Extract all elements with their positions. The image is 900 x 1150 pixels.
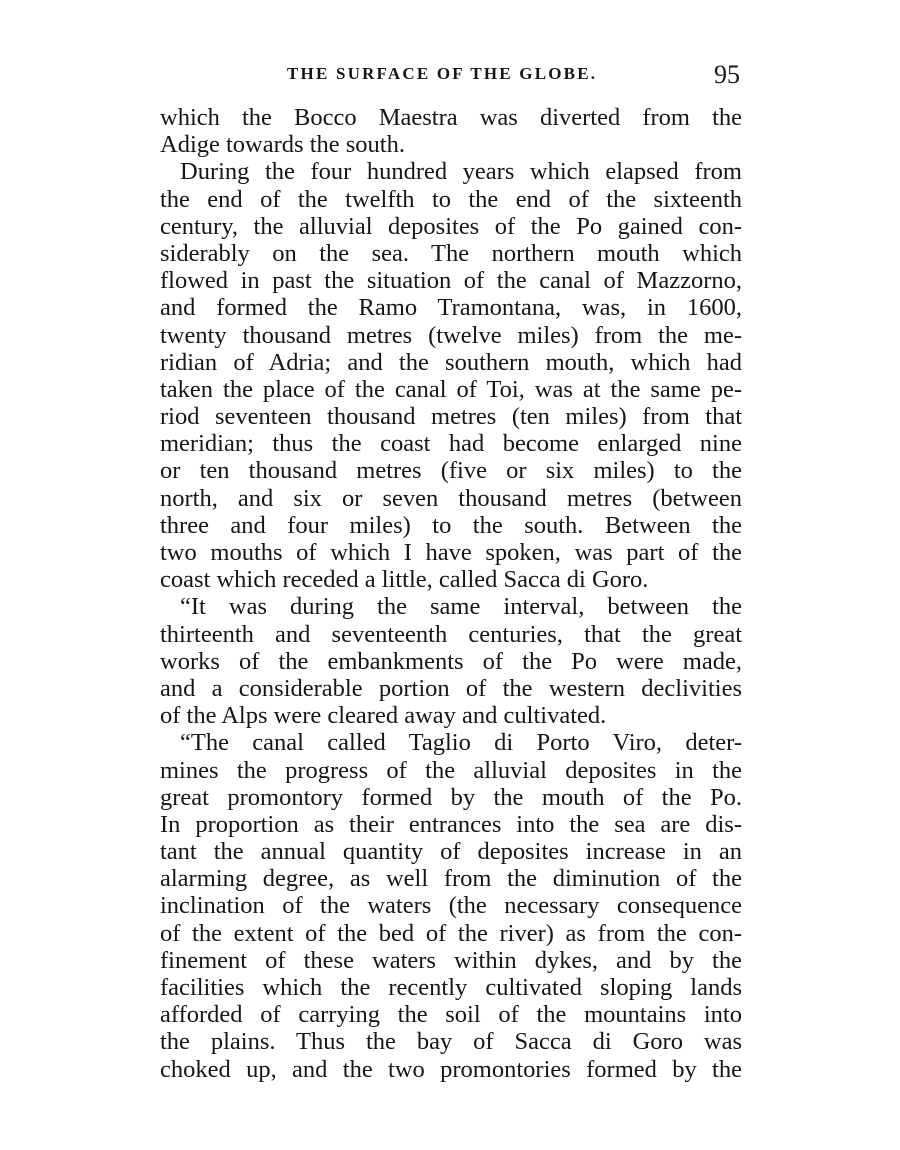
text-line: “It was during the same interval, between the bbox=[180, 593, 742, 621]
text-line: afforded of carrying the soil of the mountains into bbox=[160, 1001, 742, 1029]
text-line: tant the annual quantity of deposites increase in an bbox=[160, 838, 742, 866]
text-line: and formed the Ramo Tramontana, was, in 1600, bbox=[160, 294, 742, 322]
text-line: inclination of the waters (the necessary consequence bbox=[160, 892, 742, 920]
text-line: of the extent of the bed of the river) as from the con- bbox=[160, 919, 742, 947]
text-line: two mouths of which I have spoken, was part of the bbox=[160, 539, 742, 566]
text-line: riod seventeen thousand metres (ten miles) from that bbox=[160, 403, 742, 431]
text-line: north, and six or seven thousand metres (between bbox=[160, 484, 742, 512]
text-line: mines the progress of the alluvial deposites in the bbox=[160, 756, 742, 784]
text-line: choked up, and the two promontories formed by the bbox=[160, 1055, 742, 1083]
text-line: twenty thousand metres (twelve miles) from the me- bbox=[160, 321, 742, 349]
text-line: three and four miles) to the south. Between the bbox=[160, 511, 742, 539]
text-line: Adige towards the south. bbox=[160, 131, 405, 159]
text-line: and a considerable portion of the western declivities bbox=[160, 674, 742, 702]
text-line: the end of the twelfth to the end of the sixteenth bbox=[160, 185, 742, 213]
text-line: siderably on the sea. The northern mouth which bbox=[160, 239, 742, 267]
text-line: “The canal called Taglio di Porto Viro, deter- bbox=[180, 729, 742, 757]
body-text bbox=[160, 104, 742, 1083]
text-line: thirteenth and seventeenth centuries, that the great bbox=[160, 620, 742, 648]
text-line: or ten thousand metres (five or six miles) to the bbox=[160, 457, 742, 485]
text-line: During the four hundred years which elapsed from bbox=[180, 158, 742, 186]
text-line: flowed in past the situation of the canal of Mazzorno, bbox=[160, 267, 742, 295]
running-head bbox=[160, 60, 742, 90]
running-head-title: THE SURFACE OF THE GLOBE. bbox=[287, 64, 598, 83]
text-line: which the Bocco Maestra was diverted from the bbox=[160, 104, 742, 131]
text-line: great promontory formed by the mouth of the Po. bbox=[160, 783, 742, 811]
text-line: the plains. Thus the bay of Sacca di Goro was bbox=[160, 1028, 742, 1056]
text-line: facilities which the recently cultivated sloping lands bbox=[160, 974, 742, 1001]
text-line: taken the place of the canal of Toi, was at the same pe- bbox=[160, 375, 742, 403]
text-line: finement of these waters within dykes, and by the bbox=[160, 946, 742, 974]
text-line: coast which receded a little, called Sacca di Goro. bbox=[160, 566, 649, 594]
text-line: works of the embankments of the Po were made, bbox=[160, 647, 742, 675]
text-line: alarming degree, as well from the diminution of the bbox=[160, 865, 742, 893]
text-line: meridian; thus the coast had become enlarged nine bbox=[160, 430, 742, 458]
page-number: 95 bbox=[714, 60, 740, 89]
text-line: of the Alps were cleared away and cultivated. bbox=[160, 702, 607, 730]
text-line: In proportion as their entrances into the sea are dis- bbox=[160, 810, 742, 838]
text-line: ridian of Adria; and the southern mouth, which had bbox=[160, 348, 742, 376]
text-line: century, the alluvial deposites of the Po gained con- bbox=[160, 212, 742, 240]
